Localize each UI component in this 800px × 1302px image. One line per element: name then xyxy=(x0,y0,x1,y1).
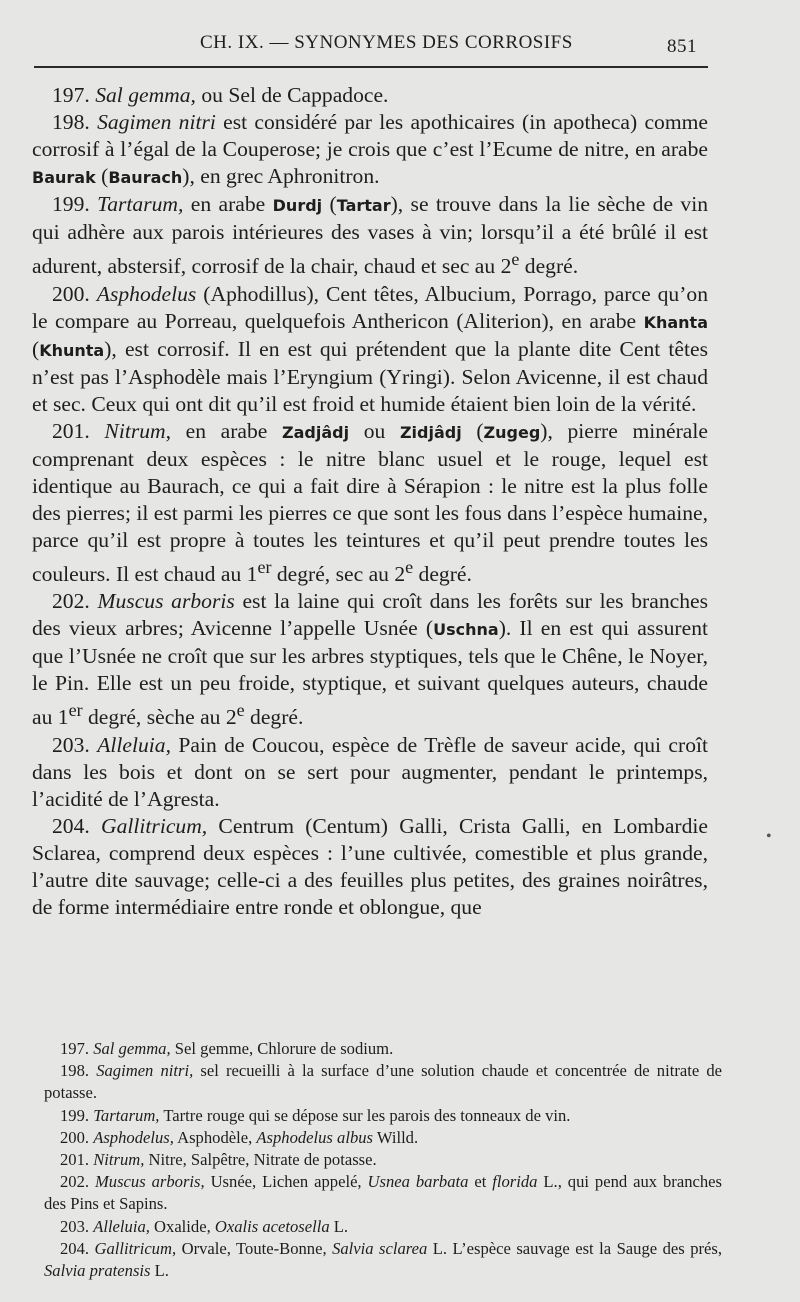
running-title: CH. IX. — SYNONYMES DES CORROSIFS xyxy=(200,32,573,53)
footnote-number: 198. xyxy=(60,1061,90,1081)
footnote-text: Oxalide, xyxy=(149,1216,215,1236)
footnote-text: Orvale, Toute-Bonne, xyxy=(176,1238,333,1258)
footnote-term: Tartarum, xyxy=(93,1105,160,1125)
footnote-term: Gallitricum, xyxy=(94,1238,177,1258)
entry-number: 197. xyxy=(52,83,90,107)
species-name: Oxalis acetosella xyxy=(214,1216,330,1236)
entry-text: degré, sec au 2 xyxy=(271,562,406,587)
entry-number: 203. xyxy=(52,732,90,757)
arabic-term: Durdj xyxy=(272,196,323,216)
entry-number: 199. xyxy=(52,192,90,217)
separator: ( xyxy=(95,164,109,189)
header-rule xyxy=(34,66,708,68)
entry-text: en arabe xyxy=(171,418,283,443)
footnote-number: 202. xyxy=(60,1172,90,1192)
footnote-203 xyxy=(44,1216,722,1238)
footnote-number: 197. xyxy=(60,1039,90,1058)
entry-text: est considéré par les apothicaires (in apotheca) comme corrosif à l’égal de la Couperose; je crois que c’est l’Ecume de nitre, en arabe xyxy=(32,110,708,162)
entry-text: ), pierre minérale comprenant deux espèces : le nitre blanc usuel et le rouge, lequel est identique au Baurach, ce qui a fait dire à Sérapion : le nitre est la plus folle des pierres; il est parmi les pierres ce que sont les fous dans l’espèce humaine, parce qu’il est propre à toutes les teintures et qu’il peut prendre toutes les couleurs. Il est chaud au 1 xyxy=(32,418,708,587)
footnote-number: 201. xyxy=(60,1150,90,1170)
entry-text: ). Il en est qui assurent que l’Usnée ne croît que sur les arbres styptiques, tels que le Chêne, le Noyer, le Pin. Elle est un peu froide, styptique, et suivant quelques auteurs, chaude au 1 xyxy=(32,616,708,730)
footnote-number: 204. xyxy=(60,1238,90,1258)
footnote-number: 199. xyxy=(60,1105,90,1125)
arabic-term: Uschna xyxy=(433,620,499,640)
footnote-number: 200. xyxy=(60,1127,90,1147)
species-name: Salvia pratensis xyxy=(44,1261,151,1281)
entry-text: ), se trouve dans la lie sèche de vin qui adhère aux parois intérieures des vases à vin; lorsqu’il a été brûlé il est adurent, abstersif, corrosif de la chair, chaud et sec au 2 xyxy=(32,192,708,279)
entry-198 xyxy=(32,109,708,191)
entry-197 xyxy=(32,82,708,109)
footnote-text: Nitre, Salpêtre, Nitrate de potasse. xyxy=(144,1150,377,1170)
entry-text: (Aphodillus), Cent têtes, Albucium, Porrago, parce qu’on le compare au Porreau, quelquefois Anthericon (Aliterion), en arabe xyxy=(32,281,708,333)
footnote-term: Sal gemma, xyxy=(93,1039,171,1058)
footnote-term: Sagimen nitri, xyxy=(96,1061,194,1081)
entry-text: Centrum (Centum) Galli, Crista Galli, en Lombardie Sclarea, comprend deux espèces : l’une cultivée, comestible et plus grande, l’autre dite sauvage; celle-ci a des feuilles plus petites, des graines noirâtres, de forme intermédiaire entre ronde et oblongue, que xyxy=(32,813,708,919)
entry-201 xyxy=(32,418,708,588)
entry-203 xyxy=(32,732,708,813)
main-text xyxy=(32,82,708,921)
entry-text: en arabe xyxy=(183,192,273,217)
footnote-text: Willd. xyxy=(373,1127,419,1147)
arabic-term: Khunta xyxy=(39,340,105,360)
separator: ou xyxy=(349,418,400,443)
separator: ( xyxy=(461,418,484,443)
footnote-198 xyxy=(44,1060,722,1104)
page-header xyxy=(40,28,705,58)
footnote-text: Usnée, Lichen appelé, xyxy=(204,1172,368,1192)
footnote-text: L. L’espèce sauvage est la Sauge des prés, xyxy=(427,1238,722,1258)
entry-term: Asphodelus xyxy=(96,281,197,306)
footnotes xyxy=(44,1038,722,1282)
arabic-term: Khanta xyxy=(643,312,708,332)
footnote-text: sel recueilli à la surface d’une solution chaude et concentrée de nitrate de potasse. xyxy=(44,1061,722,1103)
footnote-text: Asphodèle, xyxy=(173,1127,257,1147)
entry-number: 198. xyxy=(52,110,90,135)
species-name: florida xyxy=(492,1172,538,1192)
entry-term: Tartarum, xyxy=(97,192,184,217)
footnote-204 xyxy=(44,1238,722,1282)
footnote-200 xyxy=(44,1127,722,1149)
margin-mark: • xyxy=(766,828,772,845)
entry-term: Muscus arboris xyxy=(97,589,235,614)
entry-term: Nitrum, xyxy=(104,418,172,443)
footnote-text: Tartre rouge qui se dépose sur les parois des tonneaux de vin. xyxy=(159,1105,571,1125)
arabic-term: Zadjâdj xyxy=(282,422,350,442)
entry-text: degré. xyxy=(519,254,579,279)
superscript: e xyxy=(511,249,520,270)
footnote-number: 203. xyxy=(60,1216,90,1236)
footnote-text: Sel gemme, Chlorure de sodium. xyxy=(170,1039,394,1058)
species-name: Asphodelus albus xyxy=(256,1127,373,1147)
entry-text: degré, sèche au 2 xyxy=(82,705,237,730)
entry-200 xyxy=(32,281,708,418)
entry-number: 200. xyxy=(52,281,90,306)
separator: ( xyxy=(32,336,40,361)
species-name: Salvia sclarea xyxy=(332,1238,428,1258)
footnote-202 xyxy=(44,1171,722,1215)
entry-204 xyxy=(32,813,708,921)
footnote-201 xyxy=(44,1149,722,1171)
entry-text: degré. xyxy=(244,705,304,730)
footnote-199 xyxy=(44,1105,722,1127)
entry-number: 204. xyxy=(52,813,90,838)
footnote-term: Asphodelus, xyxy=(93,1127,174,1147)
entry-term: Alleluia, xyxy=(97,732,171,757)
entry-number: 202. xyxy=(52,589,90,614)
entry-term: Sal gemma, xyxy=(95,83,196,107)
entry-text: degré. xyxy=(413,562,472,587)
species-name: Usnea barbata xyxy=(367,1172,469,1192)
arabic-term: Baurach xyxy=(108,168,183,188)
entry-text: est la laine qui croît dans les forêts sur les branches des vieux arbres; Avicenne l’appelle Usnée ( xyxy=(32,589,708,641)
entry-number: 201. xyxy=(52,418,90,443)
page-number: 851 xyxy=(667,36,697,57)
entry-202 xyxy=(32,588,708,731)
superscript: er xyxy=(68,700,83,721)
footnote-term: Muscus arboris, xyxy=(94,1172,205,1192)
footnote-text: et xyxy=(468,1172,493,1192)
superscript: e xyxy=(236,700,245,721)
footnote-term: Nitrum, xyxy=(93,1150,145,1170)
separator: ( xyxy=(322,192,337,217)
entry-text: ), en grec Aphronitron. xyxy=(182,164,380,189)
arabic-term: Zidjâdj xyxy=(399,422,462,442)
arabic-term: Tartar xyxy=(336,196,391,216)
entry-text: ou Sel de Cappadoce. xyxy=(195,83,389,107)
superscript: er xyxy=(257,556,272,577)
arabic-term: Zugeg xyxy=(483,422,541,442)
entry-text: Pain de Coucou, espèce de Trèfle de saveur acide, qui croît dans les bois et dont on se sert pour augmenter, pendant le printemps, l’acidité de l’Agresta. xyxy=(32,732,708,811)
footnote-text: L., qui pend aux branches des Pins et Sapins. xyxy=(44,1172,722,1214)
arabic-term: Baurak xyxy=(32,168,96,188)
entry-term: Gallitricum, xyxy=(101,813,208,838)
footnote-197 xyxy=(44,1038,722,1060)
entry-199 xyxy=(32,191,708,280)
footnote-text: L. xyxy=(150,1261,169,1281)
footnote-text: L. xyxy=(329,1216,349,1236)
entry-text: ), est corrosif. Il en est qui prétendent que la plante dite Cent têtes n’est pas l’Asphodèle mais l’Eryngium (Yringi). Selon Avicenne, il est chaud et sec. Ceux qui ont dit qu’il est froid et humide étaient bien loin de la vérité. xyxy=(32,336,708,416)
superscript: e xyxy=(405,556,414,577)
footnote-term: Alleluia, xyxy=(93,1216,150,1236)
entry-term: Sagimen nitri xyxy=(97,110,216,135)
